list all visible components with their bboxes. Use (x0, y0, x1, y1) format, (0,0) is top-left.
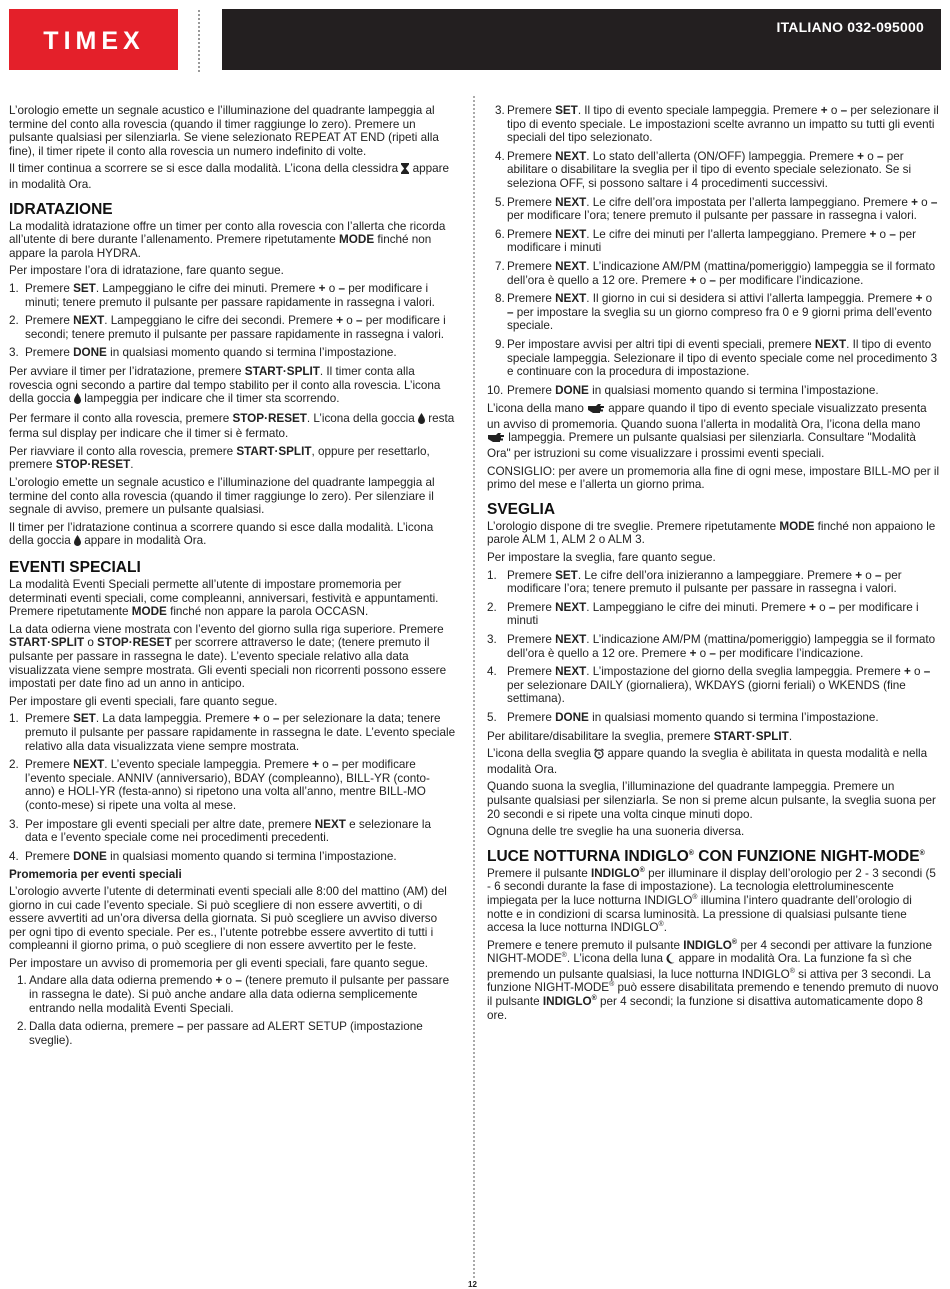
paragraph: Per impostare l’ora di idratazione, fare quanto segue. (9, 264, 284, 278)
list-item: 3. Premere DONE in qualsiasi momento quando si termina l’impostazione. (9, 346, 397, 360)
paragraph: L’orologio avverte l’utente di determinati eventi speciali alle 8:00 del mattino (AM) del giorno in cui cade l’evento speciale. Si può scegliere di non essere avvertiti, o di essere avvertiti ad un’ora diversa della giornata. Si può scegliere un avviso diverso per ogni tipo di evento speciale. Per es., l’utente potrebbe essere avvertito di tutti i compleanni il giorno prima, o può scegliere di non essere avvertito per le feste. (9, 884, 447, 953)
drop-icon (418, 413, 425, 428)
section-label: ITALIANO 032-095000 (776, 19, 924, 35)
text: La modalità idratazione offre un timer per conto alla rovescia con l’allerta che ricorda all’utente di bere durante l’allenamento. Premere ripetutamente (9, 219, 446, 247)
list-item: 4. Premere NEXT. L’impostazione del giorno della sveglia lampeggia. Premere + o – per selezionare DAILY (giornaliera), WKDAYS (giorni feriali) o WKENDS (fine settimana). (487, 665, 931, 706)
hand-icon (587, 403, 605, 418)
header-dotted-divider (198, 10, 200, 72)
list-item: 6. Premere NEXT. Le cifre dei minuti per l’allerta lampeggiano. Premere + o – per modificare i minuti (495, 227, 916, 255)
paragraph: CONSIGLIO: per avere un promemoria alla fine di ogni mese, impostare BILL-MO per il primo del mese e l’allerta un giorno prima. (487, 464, 940, 492)
text: appare in modalità Ora. (9, 162, 450, 191)
timex-logo (9, 9, 178, 70)
steps-list (9, 712, 456, 863)
list-item: 3. Premere SET. Il tipo di evento speciale lampeggia. Premere + o – per selezionare il tipo di evento speciale. Le impostazioni scelte avranno un impatto su tutti gli eventi speciali del tipo selezionato. (495, 104, 939, 145)
text: finché non appare la parola HYDRA. (9, 233, 432, 260)
list-item: 2. Dalla data odierna, premere – per passare ad ALERT SETUP (impostazione sveglie). (17, 1020, 423, 1047)
list-item: 5. Premere DONE in qualsiasi momento quando si termina l’impostazione. (487, 710, 879, 724)
paragraph: L’orologio emette un segnale acustico e l’illuminazione del quadrante lampeggia al termine del conto alla rovescia (quando il timer raggiunge lo zero). Premere un pulsante qualsiasi per silenziarla. Se viene selezionato REPEAT AT END (ripeti alla fine), il timer ripete il conto alla rovescia un numero indefinito di volte. (9, 104, 439, 158)
paragraph: Per fermare il conto alla rovescia, premere STOP·RESET. L’icona della goccia resta ferma sul display per indicare che il timer si è fermato. (9, 411, 455, 441)
list-item: 10. Premere DONE in qualsiasi momento quando si termina l’impostazione. (487, 383, 879, 397)
list-item: 1. Premere SET. La data lampeggia. Premere + o – per selezionare la data; tenere premuto il pulsante per passare rapidamente in rassegna le date. L’evento speciale relativo alla data visualizzata viene sempre mostrata. (9, 712, 456, 753)
paragraph (9, 162, 456, 191)
list-item: 9. Per impostare avvisi per altri tipi di eventi speciali, premere NEXT. Il tipo di evento speciale lampeggia. Selezionare il tipo di evento speciale come nel procedimento 3 e continuare con la procedura di impostazione. (495, 337, 938, 379)
paragraph: Premere e tenere premuto il pulsante INDIGLO® per 4 secondi per attivare la funzione NIGHT-MODE®. L’icona della luna appare in modalità Ora. La funzione fa sì che premendo un pulsante qualsiasi, la luce notturna INDIGLO® si attiva per 3 secondi. La funzione NIGHT-MODE® può essere disabilitata premendo e tenendo premuto di nuovo il pulsante INDIGLO® per 4 secondi; la funzione si disattiva automaticamente dopo 8 ore. (487, 938, 939, 1022)
list-item: 3. Premere NEXT. L’indicazione AM/PM (mattina/pomeriggio) lampeggia se il formato dell’ora è quello a 12 ore. Premere + o – per modificare l’indicazione. (487, 633, 936, 660)
paragraph: Ognuna delle tre sveglie ha una suoneria diversa. (487, 825, 745, 839)
steps-list (487, 104, 941, 397)
list-item: 1. Premere SET. Lampeggiano le cifre dei minuti. Premere + o – per modificare i minuti; tenere premuto il pulsante per passare rapidamente in rassegna i valori. (9, 281, 435, 309)
drop-icon (74, 535, 81, 550)
column-divider (473, 96, 475, 1278)
right-column (487, 104, 941, 1026)
steps-list (487, 569, 941, 725)
paragraph: Per impostare la sveglia, fare quanto segue. (487, 551, 716, 565)
steps-list (9, 974, 456, 1047)
heading-idratazione: IDRATAZIONE (9, 200, 113, 218)
list-item: 2. Premere NEXT. Lampeggiano le cifre dei minuti. Premere + o – per modificare i minuti (487, 600, 919, 628)
list-item: 2. Premere NEXT. Lampeggiano le cifre dei secondi. Premere + o – per modificare i secondi; tenere premuto il pulsante per passare rapidamente in rassegna i valori. (9, 314, 446, 341)
paragraph: Quando suona la sveglia, l’illuminazione del quadrante lampeggia. Premere un pulsante qualsiasi per silenziarla. Se non si preme alcun pulsante, la sveglia suona per 20 secondi e si ripete una volta cinque minuti dopo. (487, 780, 936, 821)
paragraph: L’orologio emette un segnale acustico e l’illuminazione del quadrante lampeggia al termine del conto alla rovescia (quando il timer raggiunge lo zero). Per silenziare il segnale di avviso, premere un pulsante qualsiasi. (9, 476, 435, 517)
paragraph: Per impostare gli eventi speciali, fare quanto segue. (9, 694, 278, 708)
header-bar (222, 9, 941, 70)
list-item: 2. Premere NEXT. L’evento speciale lampeggia. Premere + o – per modificare l’evento speciale. ANNIV (anniversario), BDAY (compleanno), BILL-YR (conto-anno) e HOLI-YR (festa-anno) si ripetono una volta all’anno, mentre BILL-MO (conto-mese) si ripete una volta al mese. (9, 758, 430, 812)
paragraph: L’icona della sveglia appare quando la sveglia è abilitata in questa modalità e nella modalità Ora. (487, 747, 928, 776)
list-item: 8. Premere NEXT. Il giorno in cui si desidera si attivi l’allerta lampeggia. Premere + o – per impostare la sveglia su un giorno compreso fra 0 e 9 giorni prima dell’evento speciale. (495, 292, 933, 333)
paragraph: L’icona della mano appare quando il tipo di evento speciale visualizzato presenta un avviso di promemoria. Quando suona l’allerta in modalità Ora, l’icona della mano lampeggia. Premere un pulsante qualsiasi per silenziarla. Consultare "Modalità Ora" per istruzioni su come visualizzare i prossimi eventi speciali. (487, 402, 927, 461)
paragraph: Il timer per l’idratazione continua a scorrere quando si esce dalla modalità. L’icona della goccia appare in modalità Ora. (9, 521, 456, 550)
page-number: 12 (468, 1280, 477, 1289)
list-item: 1. Andare alla data odierna premendo + o – (tenere premuto il pulsante per passare in rassegna le date). Si può anche andare alla data odierna semplicemente entrando nella modalità Eventi Speciali. (17, 974, 450, 1015)
list-item: 4. Premere DONE in qualsiasi momento quando si termina l’impostazione. (9, 849, 397, 863)
steps-list (9, 282, 456, 360)
timex-logo-mark (30, 27, 158, 53)
heading-luce-notturna: LUCE NOTTURNA INDIGLO® CON FUNZIONE NIGHT-MODE® (487, 847, 925, 865)
drop-icon (74, 393, 81, 408)
left-column (9, 104, 456, 1052)
paragraph: Per abilitare/disabilitare la sveglia, premere START·SPLIT. (487, 729, 793, 743)
button-name: MODE (339, 233, 375, 247)
paragraph: Per riavviare il conto alla rovescia, premere START·SPLIT, oppure per resettarlo, premere STOP·RESET. (9, 444, 430, 472)
subheading-promemoria: Promemoria per eventi speciali (9, 868, 182, 882)
paragraph (9, 220, 456, 261)
text: Il timer continua a scorrere se si esce dalla modalità. L’icona della clessidra (9, 162, 399, 176)
heading-sveglia: SVEGLIA (487, 500, 556, 518)
paragraph: Premere il pulsante INDIGLO® per illuminare il display dell’orologio per 2 - 3 secondi (5 - 6 secondi durante la fase di impostazione). La tecnologia elettroluminescente impiegata per la luce notturna INDIGLO® illumina l’intero quadrante dell’orologio di notte e in condizioni di scarsa luminosità. La pressione di qualsiasi pulsante tiene accesa la luce notturna INDIGLO®. (487, 866, 936, 935)
list-item: 4. Premere NEXT. Lo stato dell’allerta (ON/OFF) lampeggia. Premere + o – per abilitare o disabilitare la sveglia per il tipo di evento speciale selezionato. Se si seleziona OFF, si possono saltare i 4 procedimenti successivi. (495, 149, 912, 190)
hand-icon (487, 432, 505, 447)
list-item: 5. Premere NEXT. Le cifre dell’ora impostata per l’allerta lampeggiano. Premere + o – per modificare l’ora; tenere premuto il pulsante per passare in rassegna i valori. (495, 195, 938, 223)
heading-eventi-speciali: EVENTI SPECIALI (9, 559, 141, 577)
paragraph: Per avviare il timer per l’idratazione, premere START·SPLIT. Il timer conta alla rovescia ogni secondo a partire dal tempo stabilito per il conto alla rovescia. L’icona della goccia lampeggia per indicare che il timer sta scorrendo. (9, 365, 456, 408)
paragraph: Per impostare un avviso di promemoria per gli eventi speciali, fare quanto segue. (9, 956, 429, 970)
paragraph: La data odierna viene mostrata con l’evento del giorno sulla riga superiore. Premere START·SPLIT o STOP·RESET per scorrere attraverso le date; (tenere premuto il pulsante per passare in rassegna le date). L’evento speciale relativo alla data visualizzata viene sempre mostrata. Gli eventi speciali non ricorrenti possono essere impostati per date fino ad un anno in anticipo. (9, 622, 447, 691)
moon-icon (666, 953, 675, 968)
list-item: 1. Premere SET. Le cifre dell’ora inizieranno a lampeggiare. Premere + o – per modificare l’ora; tenere premuto il pulsante per passare in rassegna i valori. (487, 568, 902, 596)
list-item: 7. Premere NEXT. L’indicazione AM/PM (mattina/pomeriggio) lampeggia se il formato dell’ora è quello a 12 ore. Premere + o – per modificare l’indicazione. (495, 259, 936, 287)
paragraph: L’orologio dispone di tre sveglie. Premere ripetutamente MODE finché non appaiono le parole ALM 1, ALM 2 o ALM 3. (487, 519, 936, 547)
list-item: 3. Per impostare gli eventi speciali per altre date, premere NEXT e selezionare la data e l’evento speciale come nei procedimenti precedenti. (9, 817, 432, 845)
alarm-clock-icon (594, 748, 604, 763)
paragraph: La modalità Eventi Speciali permette all’utente di impostare promemoria per determinati eventi speciali, come compleanni, anniversari, festività e appuntamenti. Premere ripetutamente MODE finché non appare la parola OCCASN. (9, 578, 439, 619)
logo-text: TIMEX (42, 26, 145, 53)
